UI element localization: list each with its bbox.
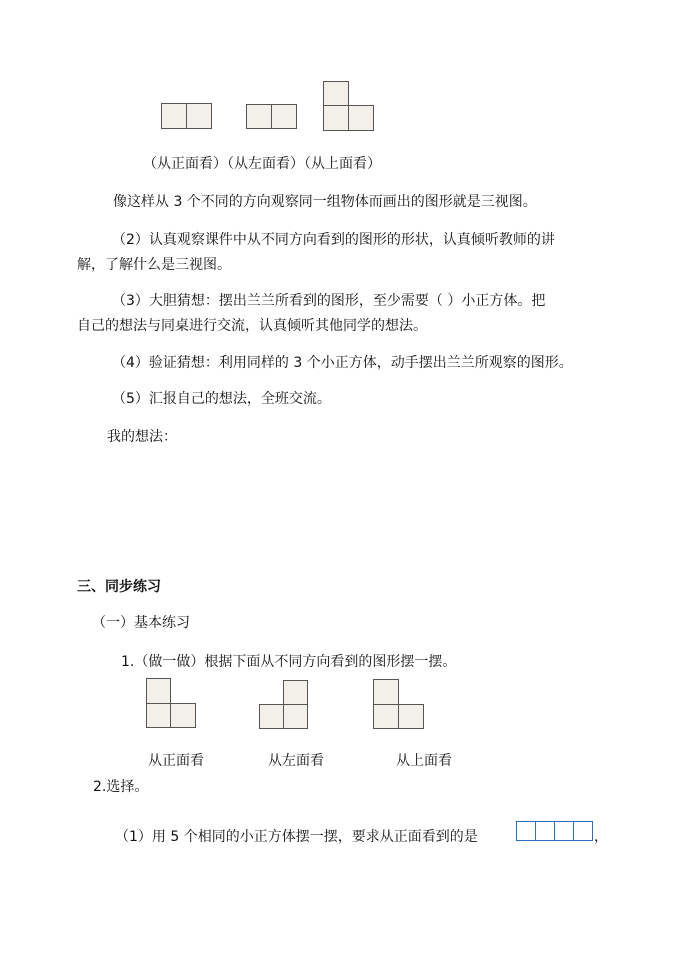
question-2-1: （1）用 5 个相同的小正方体摆一摆，要求从正面看到的是 bbox=[115, 829, 478, 845]
question-1: 1.（做一做）根据下面从不同方向看到的图形摆一摆。 bbox=[121, 654, 457, 670]
label-left-view: 从左面看 bbox=[268, 753, 324, 769]
label-front-view: 从正面看 bbox=[148, 753, 204, 769]
paragraph-step-3-line-1: （3）大胆猜想：摆出兰兰所看到的图形，至少需要（ ）小正方体。把 bbox=[112, 293, 546, 309]
section-title: 三、同步练习 bbox=[77, 579, 161, 595]
paragraph-step-3-line-2: 自己的想法与同桌进行交流，认真倾听其他同学的想法。 bbox=[77, 318, 427, 334]
question-2-1-comma: ， bbox=[594, 829, 608, 845]
subsection-basic-practice: （一）基本练习 bbox=[92, 615, 190, 631]
paragraph-step-5: （5）汇报自己的想法，全班交流。 bbox=[112, 391, 331, 407]
paragraph-three-views: 像这样从 3 个不同的方向观察同一组物体而画出的图形就是三视图。 bbox=[113, 194, 537, 210]
paragraph-step-4: （4）验证猜想：利用同样的 3 个小正方体，动手摆出兰兰所观察的图形。 bbox=[112, 355, 573, 371]
my-idea-label: 我的想法： bbox=[107, 429, 177, 445]
view-captions: （从正面看）（从左面看）（从上面看） bbox=[143, 156, 381, 172]
paragraph-step-2-line-1: （2）认真观察课件中从不同方向看到的图形的形状，认真倾听教师的讲 bbox=[112, 232, 555, 248]
paragraph-step-2-line-2: 解，了解什么是三视图。 bbox=[77, 257, 231, 273]
label-top-view: 从上面看 bbox=[396, 753, 452, 769]
question-2: 2.选择。 bbox=[93, 779, 149, 795]
